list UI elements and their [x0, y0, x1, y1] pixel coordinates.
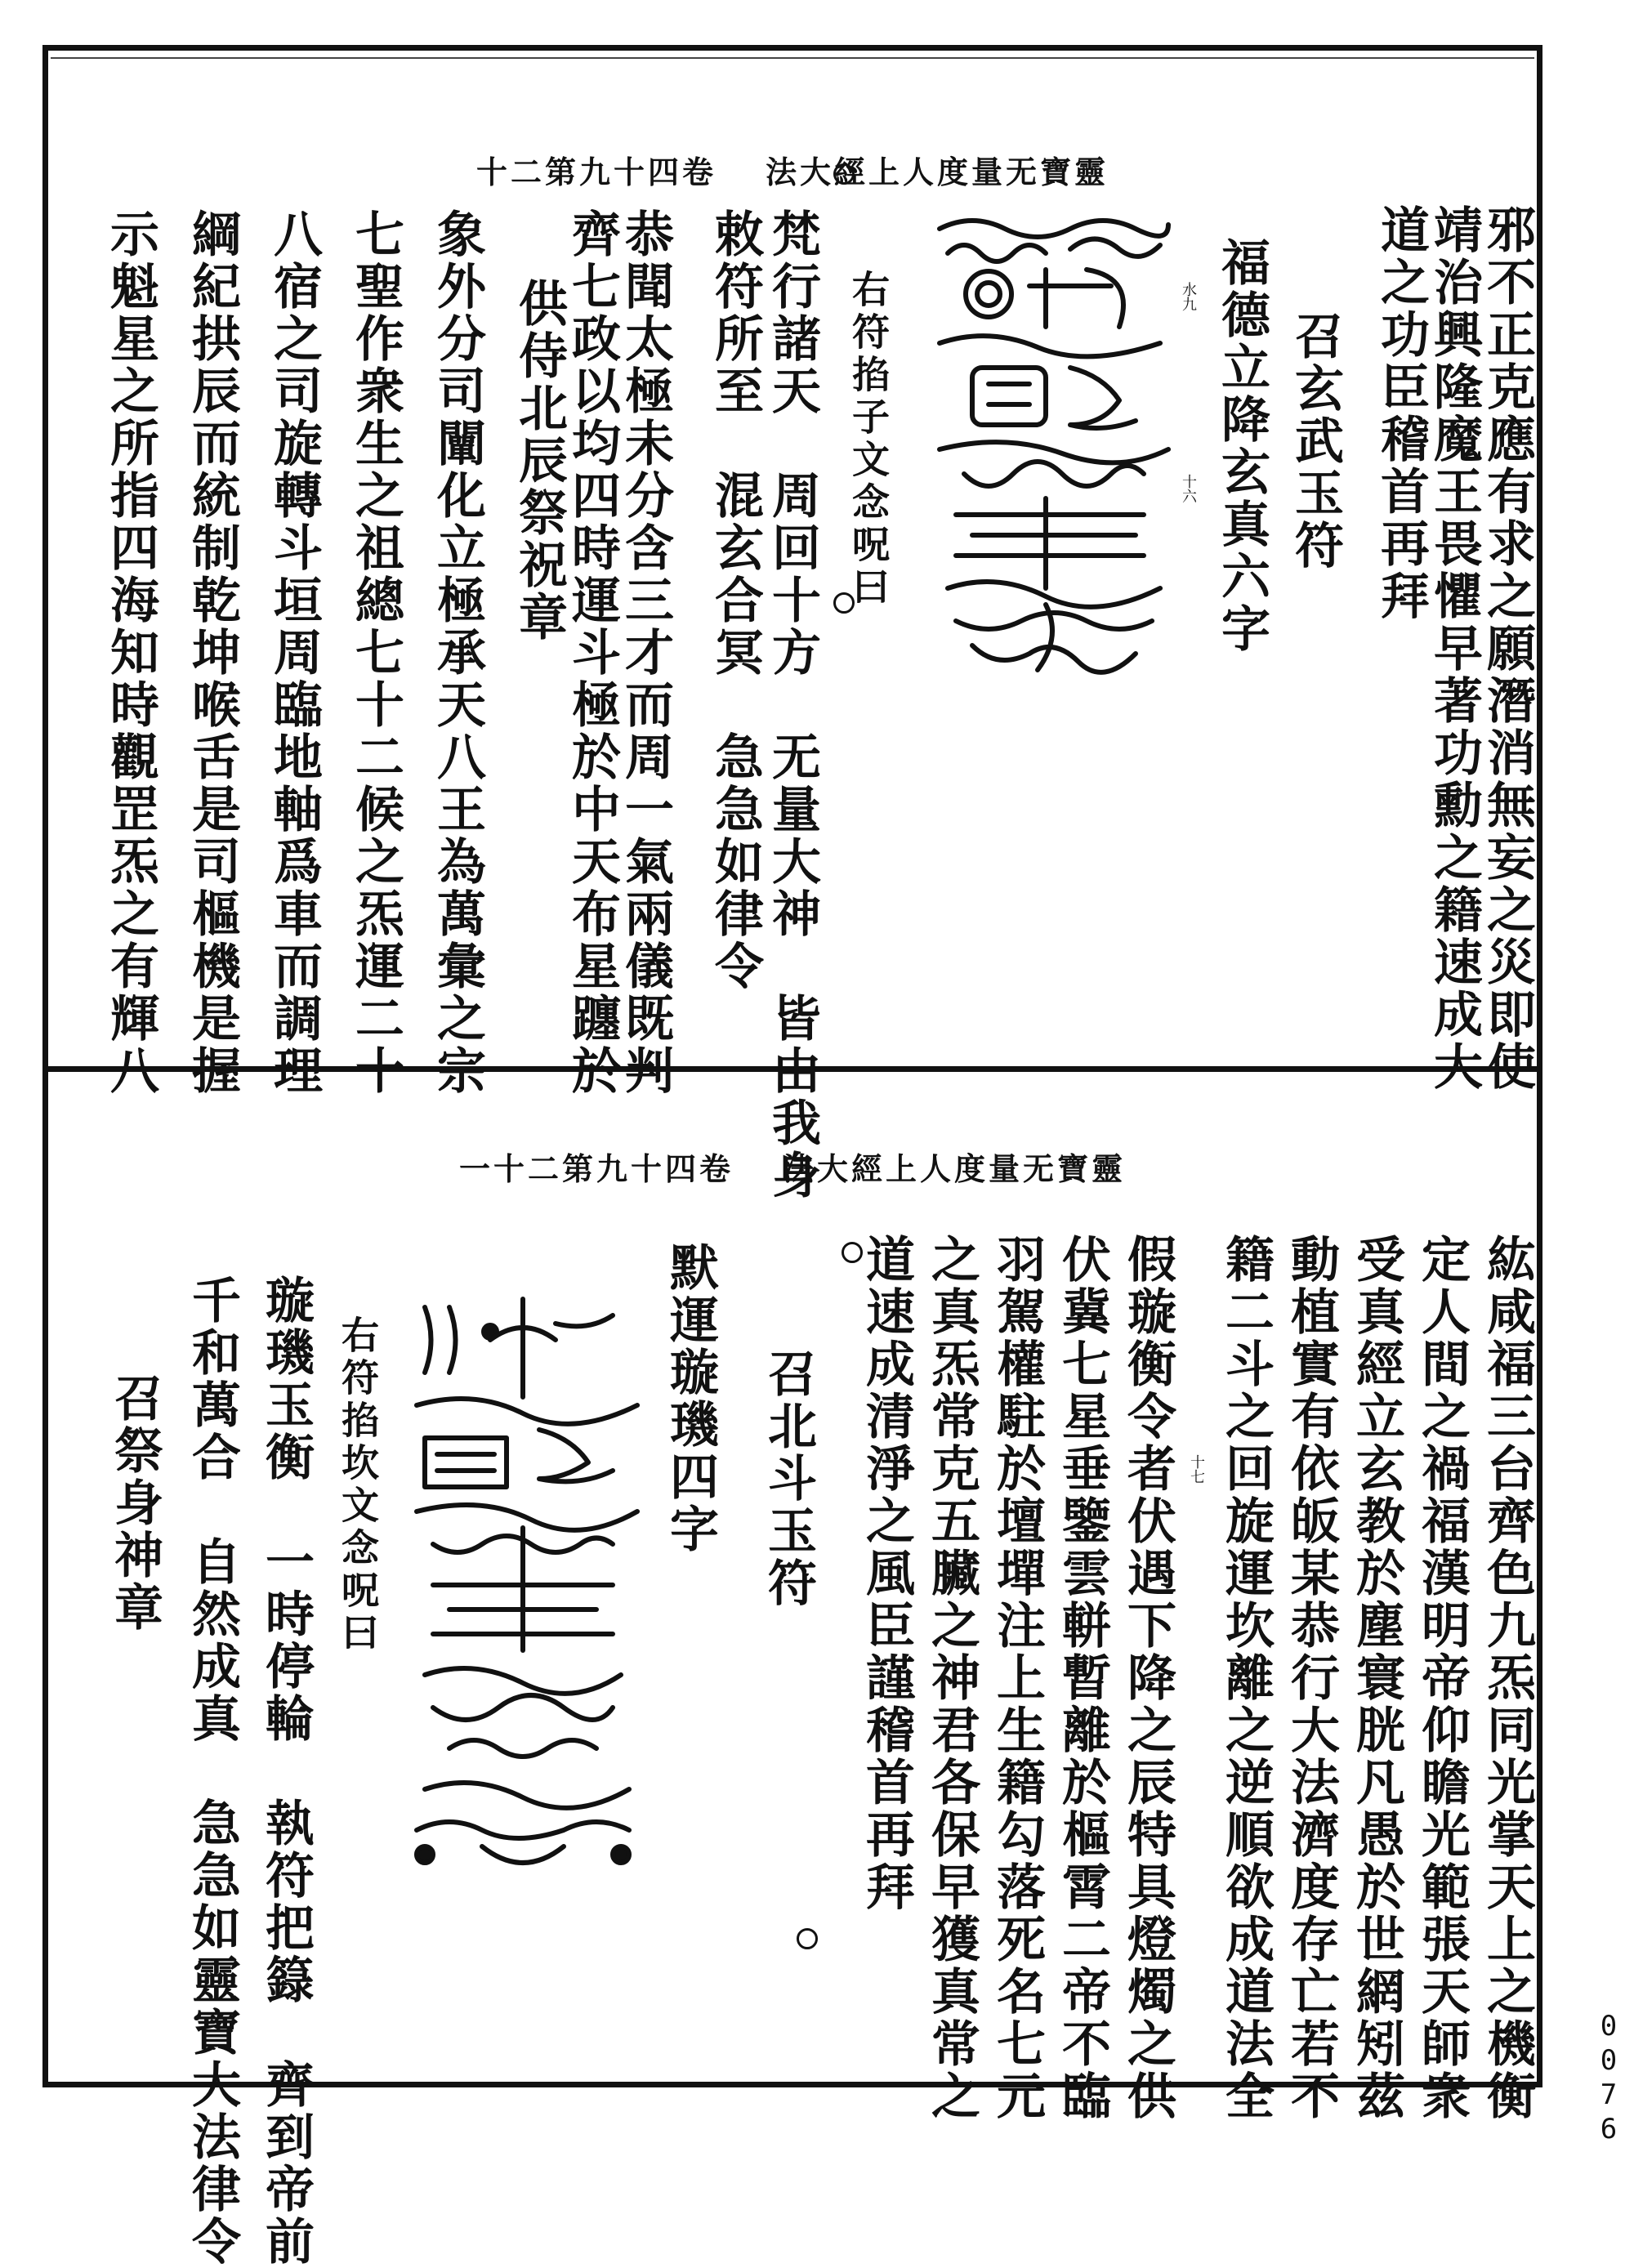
inner-rule: [51, 57, 1534, 59]
top-col-9: 恭聞太極未分含三才而周一氣兩儀既判: [617, 208, 674, 1097]
top-col-5: 福德立降玄真六字: [1213, 237, 1270, 655]
top-col-16: 示魁星之所指四海知時觀罡炁之有輝八: [102, 208, 159, 1097]
bottom-col-11: 召北斗玉符: [760, 1348, 817, 1609]
bottom-col-14: 璇璣玉衡 一時停輪 執符把籙 齊到帝前: [257, 1275, 315, 2268]
bottom-page: [57, 1078, 1536, 2268]
top-running-head-volume: 卷四十九第二十: [475, 154, 717, 190]
beidou-talisman-seal: [400, 1291, 645, 1879]
top-running-head: [57, 147, 1528, 192]
top-section-ring-1: [833, 163, 855, 185]
bottom-col-1: 紘咸福三台齊色九炁同光掌天上之機衡: [1479, 1234, 1536, 2123]
bottom-col-12: 默運璇璣四字: [662, 1242, 719, 1556]
top-col-13: 七聖作衆生之祖總七十二候之炁運二十: [347, 208, 404, 1097]
top-col-8: 敕符所至 混玄合冥 急急如律令: [707, 208, 764, 993]
bottom-col-13: 右符掐坎文念呪曰: [336, 1315, 380, 1655]
top-col-15: 綱紀拱辰而統制乾坤喉舌是司樞機是握: [184, 208, 241, 1097]
bottom-col-8: 羽駕權駐於壇墠注上生籍勾落死名七元: [989, 1234, 1046, 2123]
bottom-col-2: 定人間之禍福漢明帝仰瞻光範張天師衆: [1413, 1234, 1471, 2123]
bottom-col-7: 伏冀七星垂鑒雲軿暫離於樞霄二帝不臨: [1054, 1234, 1111, 2123]
bottom-col-4: 動植實有依皈某恭行大法濟度存亡若不: [1283, 1234, 1340, 2123]
bottom-col-3: 受真經立玄教於塵寰胱凡愚於世網矧茲: [1348, 1234, 1405, 2123]
top-col-3: 道之功臣稽首再拜: [1373, 204, 1430, 623]
bottom-section-ring-2: [797, 1928, 818, 1949]
top-seal-note-2: 十六: [1180, 474, 1197, 503]
top-running-head-title: 靈寶无量度人上經大法: [766, 154, 1109, 190]
bottom-col-5: 籍二斗之回旋運坎離之逆順欲成道法全: [1217, 1234, 1275, 2123]
bottom-running-head-volume: 卷四十九第二十一: [458, 1150, 734, 1187]
bottom-running-head: [57, 1144, 1528, 1189]
bottom-seal-note-1: 十七: [1188, 1454, 1205, 1484]
bottom-running-head-title: 靈寶无量度人上經大法: [783, 1150, 1127, 1187]
top-col-10: 齊七政以均四時運斗極於中天布星躔於: [564, 208, 621, 1097]
bottom-col-9: 之真炁常克五臟之神君各保早獲真常之: [923, 1234, 980, 2123]
folio-number: 0076: [1592, 2010, 1625, 2147]
bottom-col-6: 假璇衡令者伏遇下降之辰特具燈燭之供: [1119, 1234, 1176, 2123]
top-col-14: 八宿之司旋轉斗垣周臨地軸爲車而調理: [266, 208, 323, 1097]
bottom-section-ring-1: [842, 1242, 863, 1263]
top-col-1: 邪不正克應有求之願潛消無妄之災即使: [1479, 204, 1536, 1093]
top-col-11: 供侍北辰祭祝章: [511, 278, 568, 644]
bottom-col-16: 召祭身神章: [106, 1373, 163, 1634]
top-col-7: 梵行諸天 周回十方 无量大神 皆由我身: [764, 208, 821, 1202]
xuanwu-talisman-seal: [923, 204, 1185, 686]
bottom-col-10: 道速成清淨之風臣謹稽首再拜: [858, 1234, 915, 1913]
top-col-4: 召玄武玉符: [1287, 310, 1344, 572]
top-col-6: 右符掐子文念呪曰: [846, 270, 891, 609]
bottom-col-15: 千和萬合 自然成真 急急如靈寶大法律令: [184, 1275, 241, 2268]
top-seal-note-1: 水九: [1180, 282, 1197, 311]
top-col-2: 靖治興隆魔王畏懼早著功勳之籍速成大: [1426, 204, 1483, 1093]
top-col-12: 象外分司闡化立極承天八王為萬彙之宗: [429, 208, 486, 1097]
